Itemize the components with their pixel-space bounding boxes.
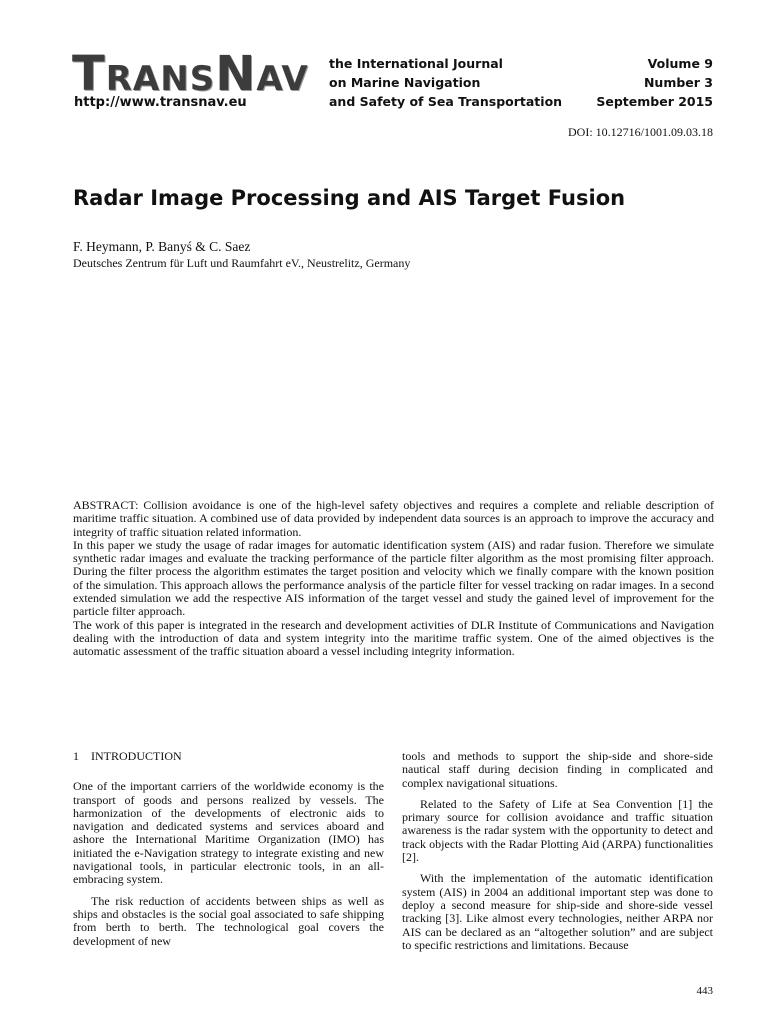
issue-info — [596, 54, 713, 111]
logo-letter-t: T — [72, 46, 106, 102]
logo-letters-av: AV — [256, 59, 309, 99]
abstract — [73, 499, 714, 659]
transnav-logo — [72, 46, 309, 102]
journal-line: on Marine Navigation — [329, 75, 481, 90]
body-paragraph: One of the important carriers of the worldwide economy is the transport of goods and persons realized by vessels. The harmonization of the developments of electronic aids to navigation and dedicated systems and services aboard and ashore the International Maritime Organization (IMO) has initiated the e-Navigation strategy to integrate existing and new navigational tools, in particular electronic tools, in an all-embracing system. — [73, 779, 384, 887]
right-column — [402, 750, 713, 960]
logo-letter-n: N — [215, 46, 257, 102]
affiliation: Deutsches Zentrum für Luft und Raumfahrt eV., Neustrelitz, Germany — [73, 256, 411, 270]
paper-title: Radar Image Processing and AIS Target Fusion — [73, 186, 626, 210]
abstract-paragraph: In this paper we study the usage of radar images for automatic identification system (AIS) and radar fusion. Therefore we simulate synthetic radar images and evaluate the tracking performance of the particle filter algorithm as the most promising filter approach. During the filter process the algorithm estimates the target position and velocity which we finally compare with the known position of the simulation. This approach allows the performance analysis of the particle filter for vessel tracking on radar images. In a second extended simulation we add the respective AIS information of the target vessel and study the gained level of improvement for the particle filter approach. — [73, 537, 714, 619]
section-heading — [73, 750, 384, 763]
section-title: INTRODUCTION — [91, 749, 182, 763]
left-column — [73, 750, 384, 956]
abstract-paragraph: The work of this paper is integrated in the research and development activities of DLR Institute of Communications and Navigation dealing with the introduction of data and system integrity into the maritime traffic system. One of the aimed objectives is the automatic assessment of the traffic situation aboard a vessel including integrity information. — [73, 617, 714, 659]
issue-number: Number 3 — [643, 75, 713, 90]
body-paragraph: With the implementation of the automatic identification system (AIS) in 2004 an additional important step was done to deploy a second measure for ship-side and shore-side vessel tracking [3]. Like almost every technologies, neither ARPA nor AIS can be declared as an “altogether solution” and are subject to specific restrictions and limitations. Because — [402, 871, 713, 952]
logo-letters-rans: RANS — [105, 59, 216, 99]
section-number: 1 — [73, 749, 79, 763]
doi: DOI: 10.12716/1001.09.03.18 — [568, 125, 713, 139]
page-number: 443 — [696, 985, 713, 997]
issue-date: September 2015 — [596, 94, 713, 109]
journal-line: and Safety of Sea Transportation — [329, 94, 563, 109]
authors: F. Heymann, P. Banyś & C. Saez — [73, 239, 251, 254]
abstract-paragraph: ABSTRACT: Collision avoidance is one of the high-level safety objectives and requires a complete and reliable description of maritime traffic situation. A combined use of data provided by independent data sources is an approach to improve the accuracy and integrity of traffic situation related information. — [73, 498, 714, 539]
body-paragraph: Related to the Safety of Life at Sea Convention [1] the primary source for collision avoidance and traffic situation awareness is the radar system with the opportunity to detect and track objects with the Radar Plotting Aid (ARPA) functionalities [2]. — [402, 796, 713, 865]
journal-url[interactable]: http://www.transnav.eu — [74, 95, 247, 110]
journal-line: the International Journal — [329, 56, 503, 71]
volume: Volume 9 — [647, 56, 713, 71]
body-paragraph: The risk reduction of accidents between ships as well as ships and obstacles is the social goal associated to safe shipping from berth to berth. The technological goal covers the development of new — [73, 893, 384, 948]
journal-name — [329, 54, 562, 111]
body-paragraph: tools and methods to support the ship-side and shore-side nautical staff during decision finding in complicated and complex navigational situations. — [402, 749, 713, 790]
